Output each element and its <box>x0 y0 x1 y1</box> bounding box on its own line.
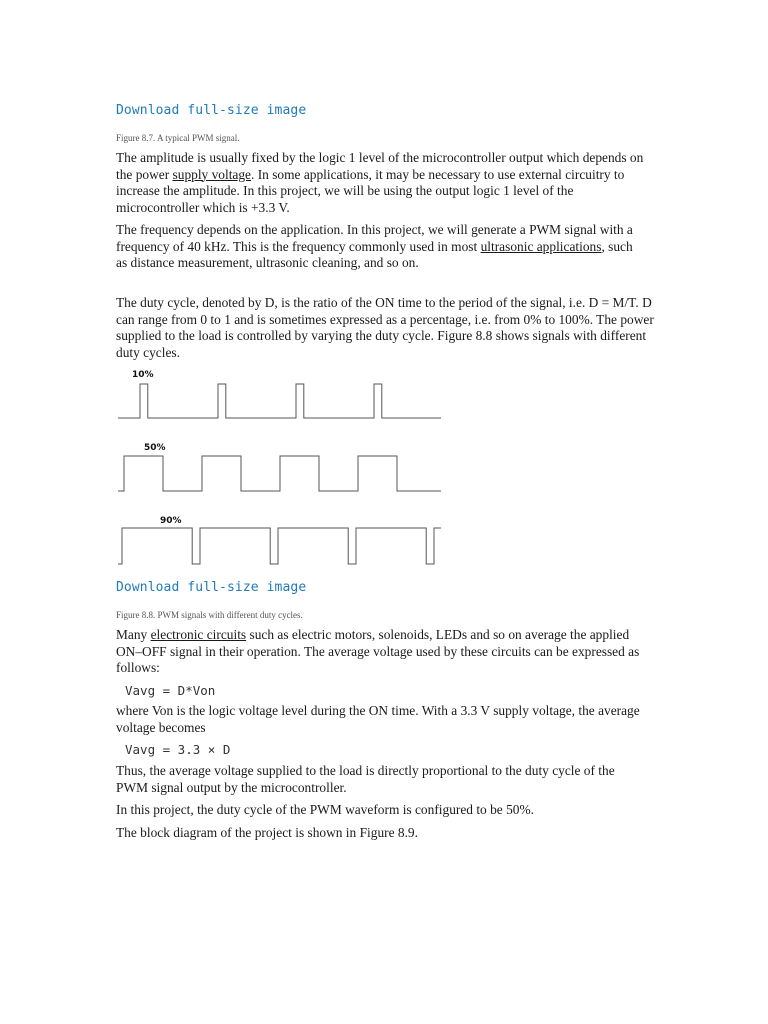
paragraph-text: The amplitude is usually fixed by the logic 1 level of the microcontroller output which depends on the power <box>116 150 644 182</box>
duty-label-50: 50% <box>144 443 166 453</box>
paragraph-text: . In some applications, it may be necessary to use external circuitry to increase the amplitude. In this project, we will be using the output logic 1 level of the microcontroller which is +3.3 V. <box>116 166 625 215</box>
download-full-size-image-link-2[interactable]: Download full-size image <box>116 580 307 595</box>
duty-label-90: 90% <box>160 516 182 526</box>
formula-vavg-3-3-d: Vavg = 3.3 × D <box>125 742 231 757</box>
figure-8-7-caption: Figure 8.7. A typical PWM signal. <box>116 133 240 143</box>
paragraph-block-diagram: The block diagram of the project is shown in Figure 8.9. <box>116 825 418 840</box>
paragraph-duty-cycle: The duty cycle, denoted by D, is the ratio of the ON time to the period of the signal, i.e. D = M/T. D can range from 0 to 1 and is sometimes expressed as a percentage, i.e. from 0% to 100%. The power supplied to the load is controlled by varying the duty cycle. Figure 8.8 shows signals with different duty cycles. <box>116 295 654 360</box>
supply-voltage-link[interactable]: supply voltage <box>172 166 252 182</box>
duty-label-10: 10% <box>132 370 154 380</box>
figure-8-8-caption: Figure 8.8. PWM signals with different duty cycles. <box>116 610 303 620</box>
paragraph-text: The frequency depends on the application. In this project, we will generate a PWM signal with a frequency of 40 kHz. This is the frequency commonly used in most <box>116 222 633 254</box>
ultrasonic-applications-link[interactable]: ultrasonic applications <box>480 238 602 254</box>
paragraph-electronic-circuits <box>116 627 646 677</box>
paragraph-text: such as electric motors, solenoids, LEDs and so on average the applied ON–OFF signal in their operation. The average voltage used by these circuits can be expressed as follows: <box>116 627 640 676</box>
pwm-wave-10 <box>118 384 441 418</box>
pwm-wave-90 <box>118 528 441 564</box>
pwm-wave-50 <box>118 456 441 491</box>
paragraph-proportional: Thus, the average voltage supplied to the load is directly proportional to the duty cycle of the PWM signal output by the microcontroller. <box>116 763 615 795</box>
paragraph-von: where Von is the logic voltage level during the ON time. With a 3.3 V supply voltage, the average voltage becomes <box>116 703 640 735</box>
download-full-size-image-link-1[interactable]: Download full-size image <box>116 103 307 118</box>
electronic-circuits-link[interactable]: electronic circuits <box>150 627 247 642</box>
pwm-duty-cycle-figure <box>116 362 446 570</box>
paragraph-duty-configured: In this project, the duty cycle of the PWM waveform is configured to be 50%. <box>116 802 534 817</box>
paragraph-frequency <box>116 222 644 272</box>
paragraph-text: , such as distance measurement, ultrasonic cleaning, and so on. <box>116 238 633 271</box>
formula-vavg-d-von: Vavg = D*Von <box>125 683 216 698</box>
paragraph-text: Many <box>116 627 151 642</box>
paragraph-amplitude <box>116 150 656 216</box>
